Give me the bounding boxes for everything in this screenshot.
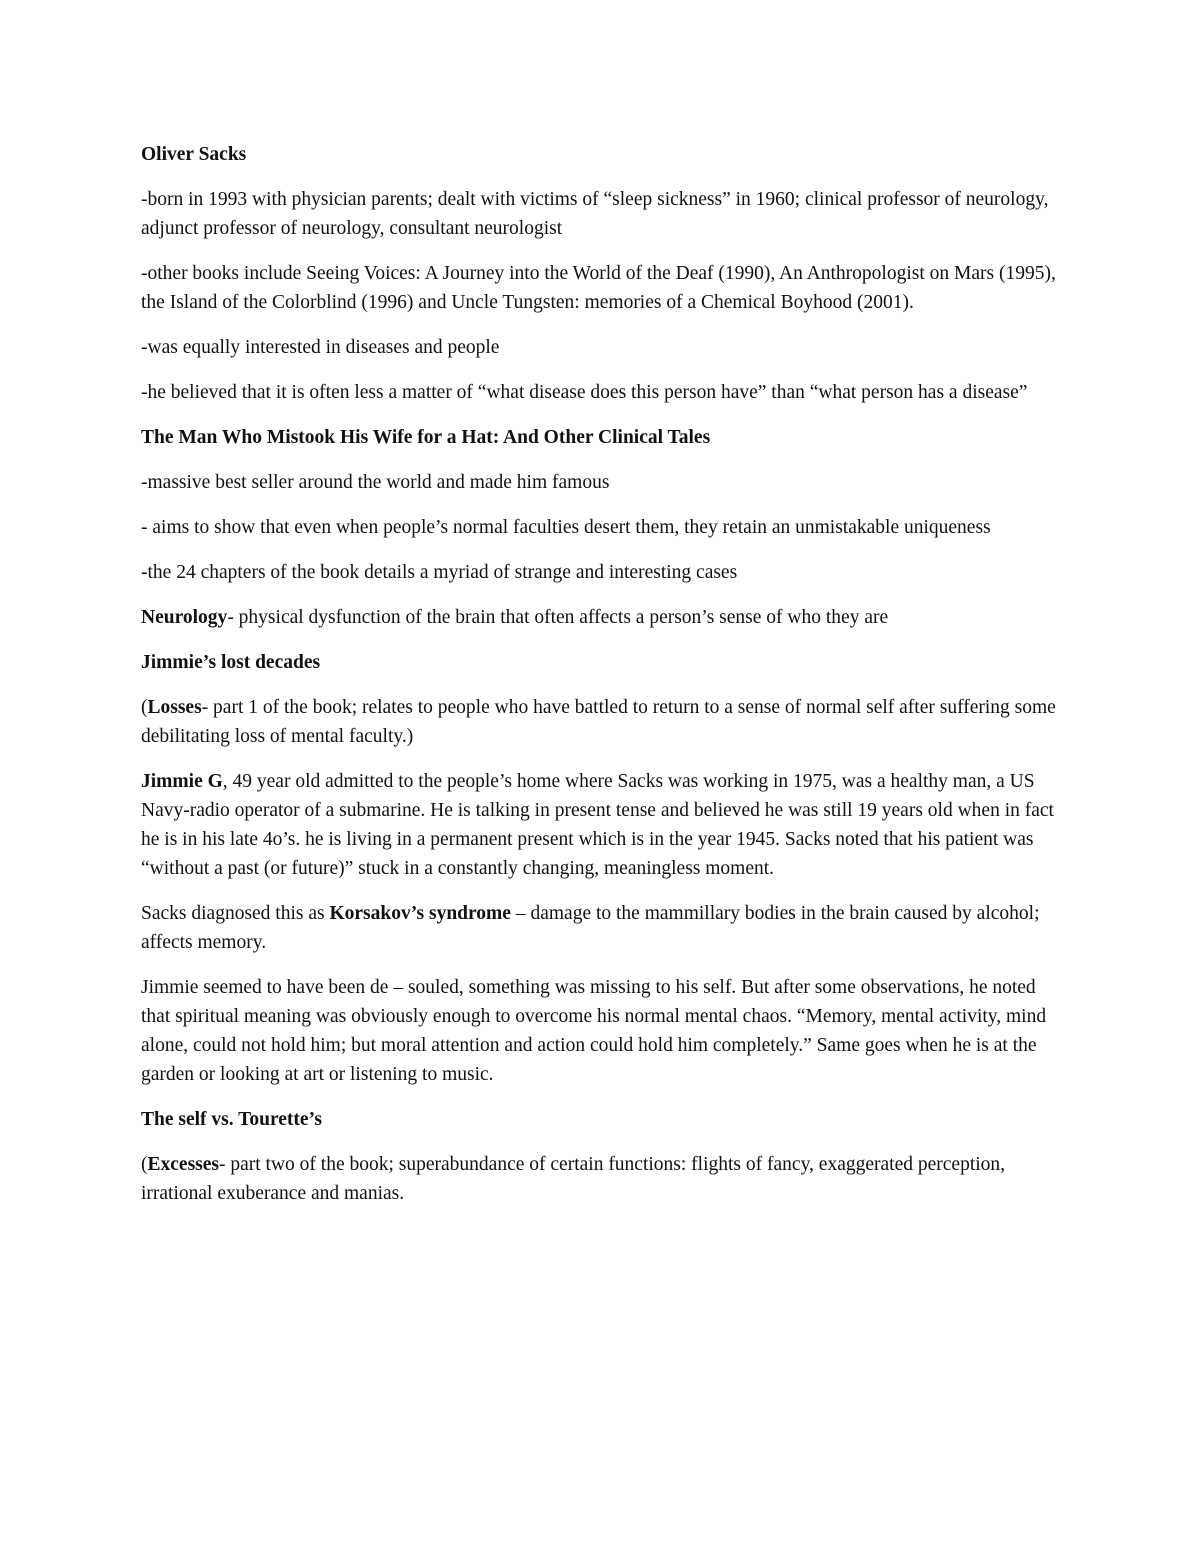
document-page	[141, 140, 1066, 1224]
neurology-definition: - physical dysfunction of the brain that often affects a person’s sense of who they are	[227, 607, 889, 628]
losses-open-paren: (	[141, 697, 148, 718]
paragraph-believed: -he believed that it is often less a matter of “what disease does this person have” than “what person has a disease”	[141, 382, 1028, 403]
term-korsakov: Korsakov’s syndrome	[329, 903, 511, 924]
heading-oliver-sacks: Oliver Sacks	[141, 144, 247, 165]
term-jimmie-g: Jimmie G	[141, 771, 223, 792]
paragraph-losses	[141, 693, 1066, 751]
paragraph-neurology	[141, 603, 1066, 632]
paragraph-diagnosis	[141, 899, 1066, 957]
paragraph-desouled: Jimmie seemed to have been de – souled, something was missing to his self. But after some observations, he noted that spiritual meaning was obviously enough to overcome his normal mental chaos. “Memory, mental activity, mind alone, could not hold him; but moral attention and action could hold him completely.” Same goes when he is at the garden or looking at art or listening to music.	[141, 977, 1047, 1085]
paragraph-chapters: -the 24 chapters of the book details a myriad of strange and interesting cases	[141, 562, 738, 583]
heading-jimmie: Jimmie’s lost decades	[141, 652, 321, 673]
term-losses: Losses	[147, 697, 202, 718]
excesses-open-paren: (	[141, 1154, 148, 1175]
paragraph-other-books: -other books include Seeing Voices: A Journey into the World of the Deaf (1990), An Anthropologist on Mars (1995), the Island of the Colorblind (1996) and Uncle Tungsten: memories of a Chemical Boyhood (2001).	[141, 263, 1056, 313]
diagnosis-pre: Sacks diagnosed this as	[141, 903, 330, 924]
term-neurology: Neurology	[141, 607, 228, 628]
paragraph-interest: -was equally interested in diseases and people	[141, 337, 500, 358]
paragraph-excesses	[141, 1150, 1066, 1208]
heading-tourette: The self vs. Tourette’s	[141, 1109, 322, 1130]
excesses-text: - part two of the book; superabundance of certain functions: flights of fancy, exaggerated perception, irrational exuberance and manias.	[141, 1154, 1006, 1204]
paragraph-best-seller: -massive best seller around the world and made him famous	[141, 472, 610, 493]
diagnosis-post: – damage to the mammillary bodies in the brain caused by alcohol; affects memory.	[141, 903, 1040, 953]
term-excesses: Excesses	[147, 1154, 219, 1175]
paragraph-jimmie-g	[141, 767, 1066, 883]
losses-text: - part 1 of the book; relates to people who have battled to return to a sense of normal self after suffering some debilitating loss of mental faculty.)	[141, 697, 1056, 747]
heading-book-title: The Man Who Mistook His Wife for a Hat: And Other Clinical Tales	[141, 427, 711, 448]
paragraph-aims: - aims to show that even when people’s normal faculties desert them, they retain an unmistakable uniqueness	[141, 517, 991, 538]
paragraph-born: -born in 1993 with physician parents; dealt with victims of “sleep sickness” in 1960; clinical professor of neurology, adjunct professor of neurology, consultant neurologist	[141, 189, 1049, 239]
jimmie-text: , 49 year old admitted to the people’s home where Sacks was working in 1975, was a healthy man, a US Navy-radio operator of a submarine. He is talking in present tense and believed he was still 19 years old when in fact he is in his late 4o’s. he is living in a permanent present which is in the year 1945. Sacks noted that his patient was “without a past (or future)” stuck in a constantly changing, meaningless moment.	[141, 771, 1054, 879]
